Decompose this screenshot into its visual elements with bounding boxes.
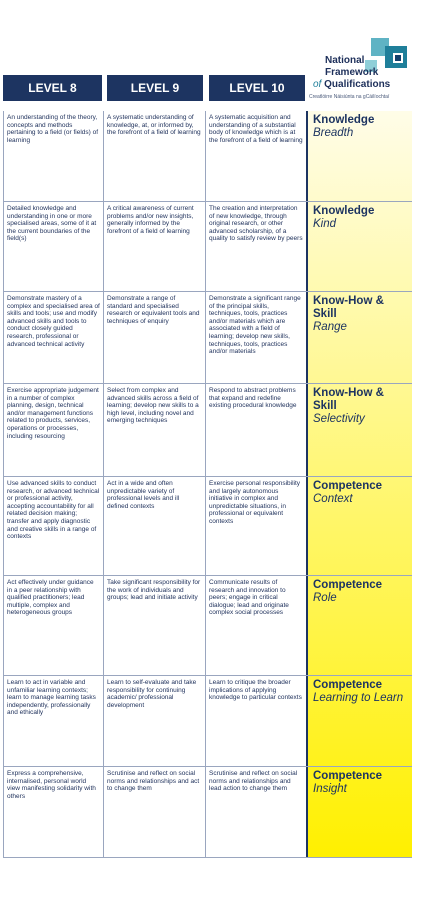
descriptor-cell: Demonstrate a significant range of the principal skills, techniques, tools, practices and/or materials which are associated with a field of learning; develop new skills, techniques, tools, practices and/or materials — [206, 292, 308, 383]
strand-title: Know-How & Skill — [313, 387, 384, 412]
logo-irish-text: Creatlóirre Náisiúnta na gCáilíochtaí — [309, 94, 390, 100]
strand-title: Competence — [313, 579, 383, 591]
logo-line-1: National — [325, 55, 365, 66]
descriptor-cell: Respond to abstract problems that expand and redefine existing procedural knowledge — [206, 384, 308, 476]
strand-title: Knowledge — [313, 205, 375, 217]
strand-subtitle: Context — [313, 493, 353, 505]
header-level-10: LEVEL 10 — [209, 75, 305, 101]
header-level-8: LEVEL 8 — [3, 75, 102, 101]
descriptor-cell: A systematic understanding of knowledge, at, or informed by, the forefront of a field of learning — [104, 111, 206, 201]
level-descriptor-table — [3, 111, 412, 858]
descriptor-cell: Take significant responsibility for the work of individuals and groups; lead and initiate activity — [104, 576, 206, 675]
strand-label — [308, 384, 412, 476]
descriptor-cell: Learn to critique the broader implications of applying knowledge to particular contexts — [206, 676, 308, 766]
strand-subtitle: Kind — [313, 218, 337, 230]
strand-subtitle: Learning to Learn — [313, 692, 404, 704]
descriptor-cell: Demonstrate a range of standard and specialised research or equivalent tools and techniques of enquiry — [104, 292, 206, 383]
table-row — [3, 111, 412, 202]
header-level-9: LEVEL 9 — [107, 75, 203, 101]
descriptor-cell: A systematic acquisition and understanding of a substantial body of knowledge which is at the forefront of a field of learning — [206, 111, 308, 201]
strand-subtitle: Breadth — [313, 127, 354, 139]
strand-label — [308, 202, 412, 291]
descriptor-cell: Communicate results of research and innovation to peers; engage in critical dialogue; lead and originate complex social processes — [206, 576, 308, 675]
descriptor-cell: An understanding of the theory, concepts and methods pertaining to a field (or fields) of learning — [3, 111, 104, 201]
table-row — [3, 202, 412, 292]
strand-label — [308, 576, 412, 675]
descriptor-cell: Exercise personal responsibility and largely autonomous initiative in complex and unpredictable situations, in professional or equivalent contexts — [206, 477, 308, 575]
descriptor-cell: Express a comprehensive, internalised, personal world view manifesting solidarity with others — [3, 767, 104, 857]
table-row — [3, 767, 412, 858]
table-row — [3, 477, 412, 576]
table-row — [3, 384, 412, 477]
strand-label — [308, 676, 412, 766]
descriptor-cell: Act in a wide and often unpredictable variety of professional levels and ill defined contexts — [104, 477, 206, 575]
descriptor-cell: Act effectively under guidance in a peer relationship with qualified practitioners; lead multiple, complex and heterogeneous groups — [3, 576, 104, 675]
descriptor-cell: Detailed knowledge and understanding in one or more specialised areas, some of it at the current boundaries of the field(s) — [3, 202, 104, 291]
strand-title: Competence — [313, 770, 383, 782]
descriptor-cell: Use advanced skills to conduct research, or advanced technical or professional activity, accepting accountability for all related decision making; transfer and apply diagnostic and creative skills in a range of contexts — [3, 477, 104, 575]
strand-subtitle: Selectivity — [313, 413, 365, 425]
logo-line-2: Framework — [325, 67, 379, 78]
strand-subtitle: Role — [313, 592, 337, 604]
strand-title: Competence — [313, 480, 383, 492]
descriptor-cell: A critical awareness of current problems and/or new insights, generally informed by the forefront of a field of learning — [104, 202, 206, 291]
logo-square — [395, 55, 401, 61]
strand-title: Know-How & Skill — [313, 295, 384, 320]
strand-title: Competence — [313, 679, 383, 691]
strand-label — [308, 477, 412, 575]
logo-line-3: of Qualifications — [313, 79, 391, 90]
strand-title: Knowledge — [313, 114, 375, 126]
nfq-logo — [303, 38, 435, 104]
descriptor-cell: Select from complex and advanced skills across a field of learning; develop new skills to a high level, including novel and emerging techniques — [104, 384, 206, 476]
strand-subtitle: Range — [313, 321, 347, 333]
table-row — [3, 676, 412, 767]
descriptor-cell: Scrutinise and reflect on social norms and relationships and act to change them — [104, 767, 206, 857]
strand-subtitle: Insight — [313, 783, 347, 795]
descriptor-cell: Exercise appropriate judgement in a number of complex planning, design, technical and/or management functions related to products, services, operations or processes, including resourcing — [3, 384, 104, 476]
strand-label — [308, 767, 412, 857]
descriptor-cell: Learn to act in variable and unfamiliar learning contexts; learn to manage learning tasks independently, professionally and ethically — [3, 676, 104, 766]
table-row — [3, 576, 412, 676]
descriptor-cell: Scrutinise and reflect on social norms and relationships and lead action to change them — [206, 767, 308, 857]
descriptor-cell: The creation and interpretation of new knowledge, through original research, or other advanced scholarship, of a quality to satisfy review by peers — [206, 202, 308, 291]
strand-label — [308, 111, 412, 201]
strand-label — [308, 292, 412, 383]
descriptor-cell: Learn to self-evaluate and take responsibility for continuing academic/ professional development — [104, 676, 206, 766]
descriptor-cell: Demonstrate mastery of a complex and specialised area of skills and tools; use and modify advanced skills and tools to conduct closely guided research, professional or advanced technical activity — [3, 292, 104, 383]
table-row — [3, 292, 412, 384]
